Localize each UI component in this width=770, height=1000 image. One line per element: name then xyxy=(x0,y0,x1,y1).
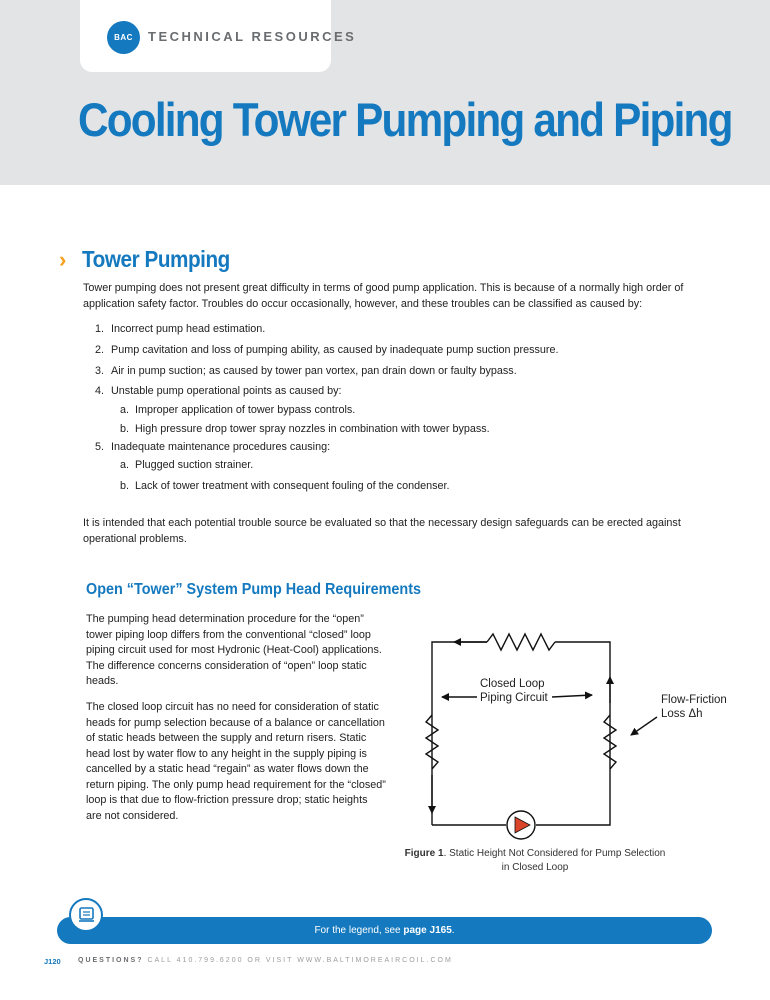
list-item: b. High pressure drop tower spray nozzles in combination with tower bypass. xyxy=(119,423,490,435)
bac-logo xyxy=(107,21,140,54)
open-loop-paragraph: The pumping head determination procedure for the “open” tower piping loop differs from the conventional “closed” loop piping circuit used for most Hydronic (Heat-Cool) applications. The difference concerns consideration of “open” loop static heads. xyxy=(86,613,382,687)
list-item: 2. Pump cavitation and loss of pumping ability, as caused by inadequate pump suction pressure. xyxy=(94,344,559,356)
tab-label: TECHNICAL RESOURCES xyxy=(148,29,357,44)
book-icon xyxy=(69,898,103,932)
contact-line: QUESTIONS? CALL 410.799.6200 OR VISIT WWW.BALTIMOREAIRCOIL.COM xyxy=(78,957,453,964)
friction-label-2: Loss Δh xyxy=(661,708,703,720)
label-arrow-right xyxy=(552,695,592,697)
intro-paragraph: Tower pumping does not present great difficulty in terms of good pump application. This is because of a normally high order of application safety factor. Troubles do occur occasionally, however, and these troubles can be classified as caused by: xyxy=(83,282,684,310)
page-number: J120 xyxy=(44,957,61,966)
list-item: a. Plugged suction strainer. xyxy=(119,459,254,471)
page-title: Cooling Tower Pumping and Piping xyxy=(78,93,732,146)
list-item: 4. Unstable pump operational points as caused by: xyxy=(94,385,342,397)
list-item: a. Improper application of tower bypass controls. xyxy=(119,404,356,416)
list-item: b. Lack of tower treatment with consequent fouling of the condenser. xyxy=(119,480,450,492)
friction-label-arrow xyxy=(631,717,657,735)
closed-loop-diagram xyxy=(395,625,740,845)
closing-paragraph: It is intended that each potential trouble source be evaluated so that the necessary design safeguards can be erected against operational problems. xyxy=(83,517,681,545)
piping-loop xyxy=(432,634,610,825)
list-item: 1. Incorrect pump head estimation. xyxy=(94,323,266,335)
legend-page-link[interactable]: page J165 xyxy=(403,925,452,936)
chevron-right-icon: › xyxy=(59,247,67,272)
list-item: 3. Air in pump suction; as caused by tower pan vortex, pan drain down or faulty bypass. xyxy=(94,365,517,377)
friction-label-1: Flow-Friction xyxy=(661,694,727,706)
section-heading: Tower Pumping xyxy=(82,246,230,272)
logo-text: BAC xyxy=(114,33,133,42)
caption-text: . Static Height Not Considered for Pump Selection in Closed Loop xyxy=(443,848,666,873)
closed-loop-label-2: Piping Circuit xyxy=(480,692,548,704)
subsection-heading: Open “Tower” System Pump Head Requirements xyxy=(86,581,422,598)
figure-caption xyxy=(400,847,670,875)
footer-note: For the legend, see page J165. xyxy=(314,925,455,936)
closed-loop-label-1: Closed Loop xyxy=(480,678,545,690)
closed-loop-paragraph: The closed loop circuit has no need for consideration of static heads for pump selection because of a balance or cancellation of static heads between the supply and return risers. Static head lost by water flow to any height in the supply piping is cancelled by a static head “regain” as water flows down the return piping. The only pump head requirement for the “closed” loop is that due to flow-friction pressure drop; static heights are not considered. xyxy=(86,701,386,822)
caption-label: Figure 1 xyxy=(404,848,444,859)
list-item: 5. Inadequate maintenance procedures causing: xyxy=(94,441,331,453)
